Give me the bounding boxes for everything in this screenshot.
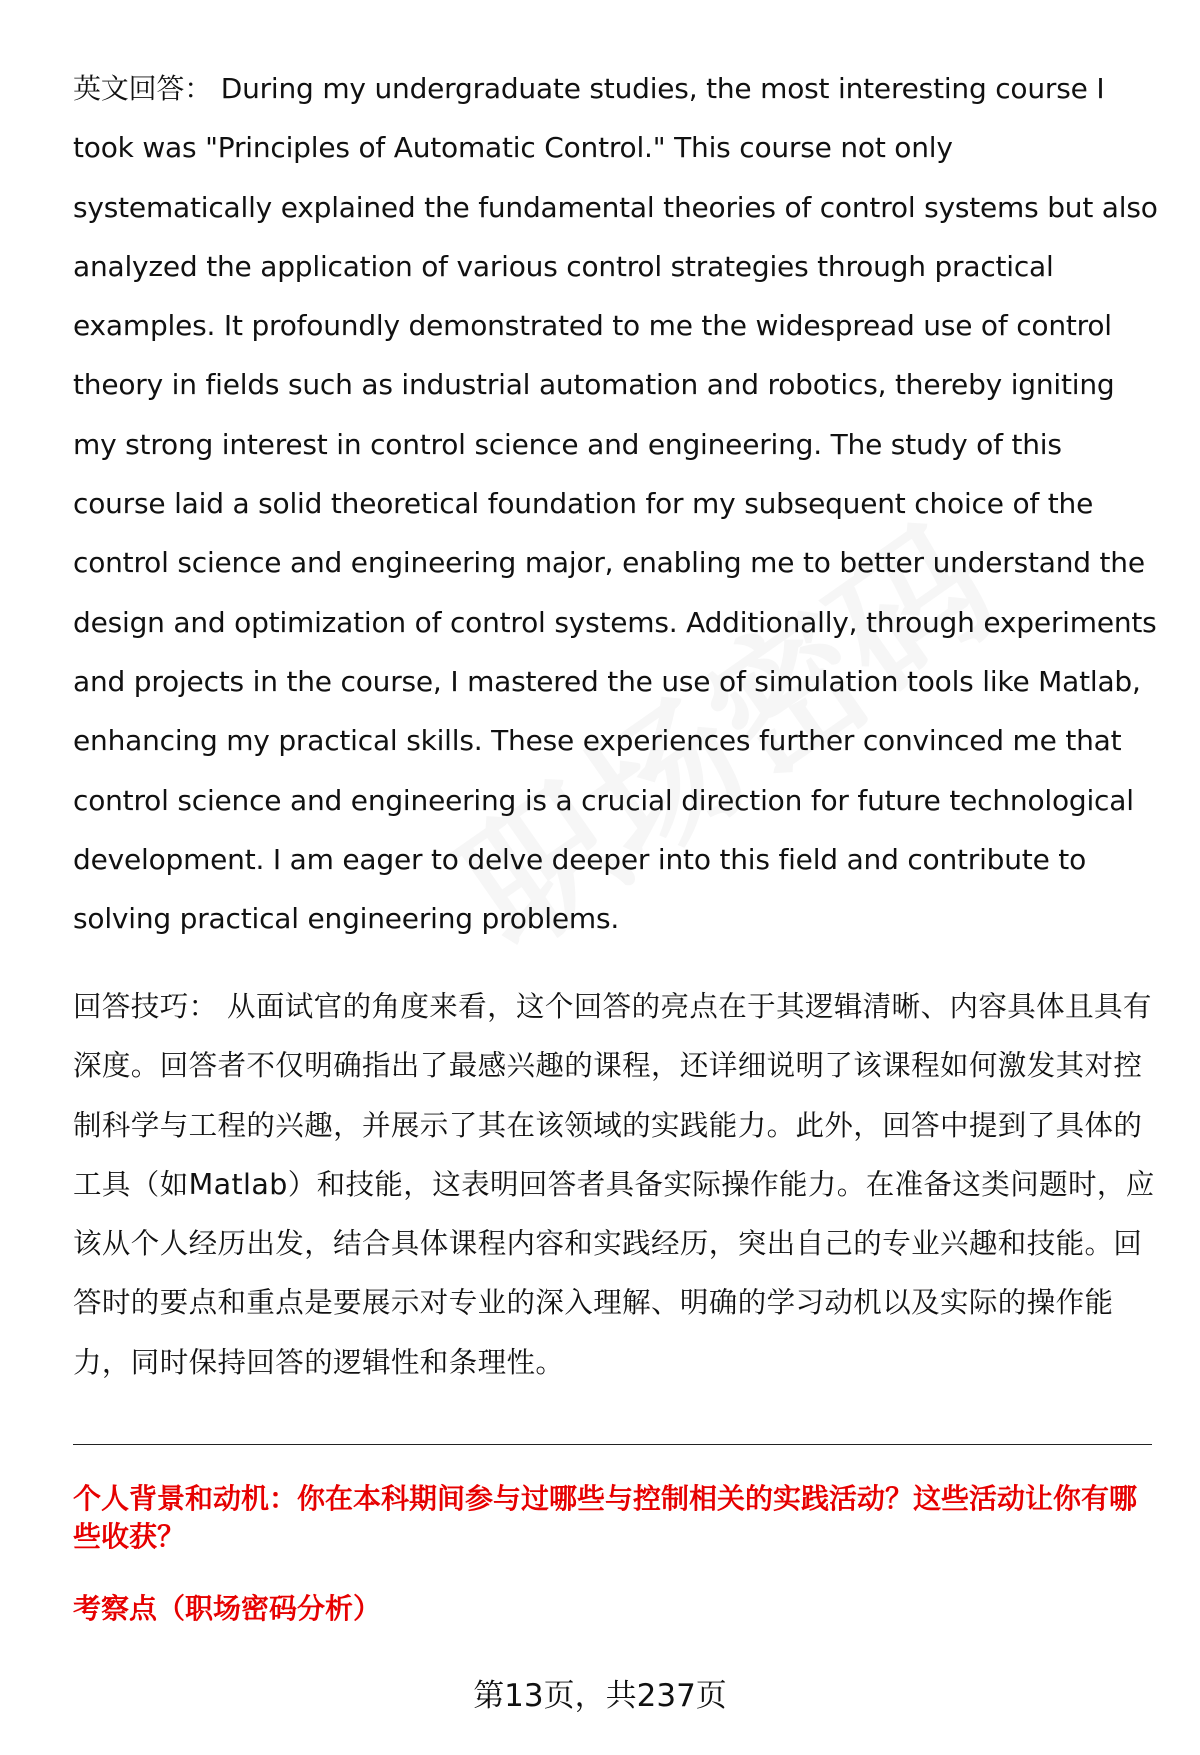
answer-tips-label: 回答技巧：	[73, 990, 218, 1023]
section-divider	[73, 1444, 1152, 1445]
english-answer-label: 英文回答：	[73, 72, 213, 105]
english-answer-text: During my undergraduate studies, the most interesting course I took was "Principles of Automatic Control." This course not only systematically explained the fundamental theories of control systems but also analyzed the application of various control strategies through practical examples. It profoundly demonstrated to me the widespread use of control theory in fields such as industrial automation and robotics, thereby igniting my strong interest in control science and engineering. The study of this course laid a solid theoretical foundation for my subsequent choice of the control science and engineering major, enabling me to better understand the design and optimization of control systems. Additionally, through experiments and projects in the course, I mastered the use of simulation tools like Matlab, enhancing my practical skills. These experiences further convinced me that control science and engineering is a crucial direction for future technological development. I am eager to delve deeper into this field and contribute to solving practical engineering problems.	[73, 72, 1158, 936]
answer-tips-text: 从面试官的角度来看，这个回答的亮点在于其逻辑清晰、内容具体且具有深度。回答者不仅明确指出了最感兴趣的课程，还详细说明了该课程如何激发其对控制科学与工程的兴趣，并展示了其在该领域的实践能力。此外，回答中提到了具体的工具（如Matlab）和技能，这表明回答者具备实际操作能力。在准备这类问题时，应该从个人经历出发，结合具体课程内容和实践经历，突出自己的专业兴趣和技能。回答时的要点和重点是要展示对专业的深入理解、明确的学习动机以及实际的操作能力，同时保持回答的逻辑性和条理性。	[73, 990, 1155, 1379]
page-number: 第13页，共237页	[473, 1678, 727, 1714]
english-answer-paragraph	[73, 59, 1158, 948]
answer-tips-paragraph	[73, 977, 1158, 1392]
exam-point-heading: 考察点（职场密码分析）	[73, 1592, 382, 1625]
next-question-heading: 个人背景和动机：你在本科期间参与过哪些与控制相关的实践活动？这些活动让你有哪些收获？	[73, 1482, 1138, 1553]
